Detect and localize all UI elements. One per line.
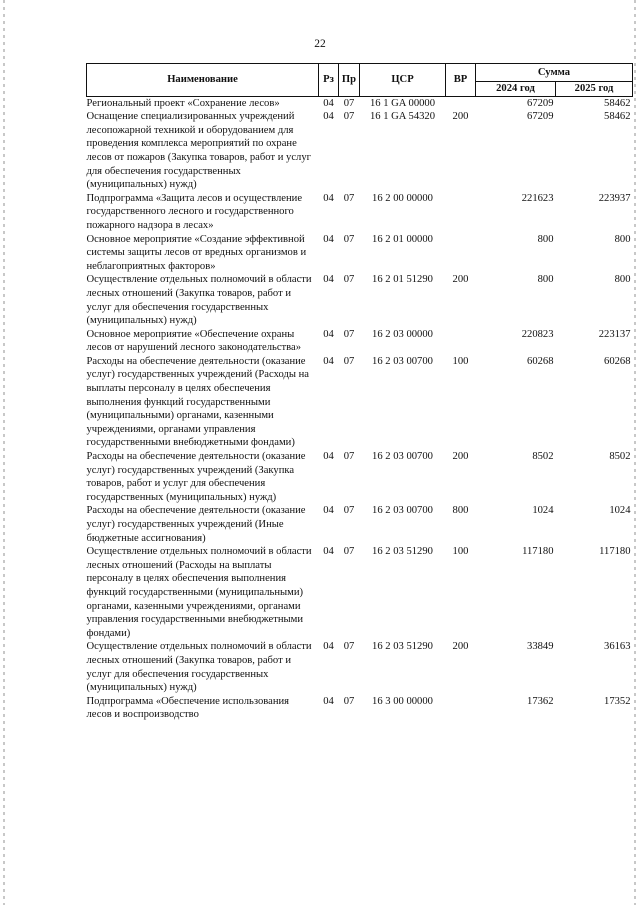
row-vr: 200 xyxy=(452,111,469,123)
row-csr: 16 2 03 00700 xyxy=(372,451,433,463)
row-csr: 16 2 03 00000 xyxy=(372,328,433,340)
row-rz: 04 xyxy=(323,192,334,204)
row-pr: 07 xyxy=(343,192,355,204)
row-name: Расходы на обеспечение деятельности (оказание услуг) государственных учреждений (Расходы на выплаты персоналу в целях обеспечения выполнения функций государственными (муниципальными) органами, казенными учреждениями, органами управления государственными внебюджетными фондами) xyxy=(86,355,309,449)
row-sum-2025: 8502 xyxy=(609,451,631,463)
row-sum-2024: 67209 xyxy=(527,111,554,123)
row-name: Подпрограмма «Защита лесов и осуществление государственного лесного и государственного пожарного надзора в лесах» xyxy=(86,192,303,231)
table-row xyxy=(87,233,633,274)
row-sum-2024: 60268 xyxy=(527,355,554,367)
row-csr: 16 2 03 51290 xyxy=(372,641,433,653)
row-vr xyxy=(446,695,476,722)
table-row xyxy=(87,545,633,640)
row-csr: 16 3 00 00000 xyxy=(372,695,433,707)
header-csr: ЦСР xyxy=(360,64,446,97)
row-csr: 16 2 00 00000 xyxy=(372,192,433,204)
row-csr: 16 2 03 00700 xyxy=(372,355,433,367)
row-name: Основное мероприятие «Обеспечение охраны лесов от нарушений лесного законодательства» xyxy=(86,328,302,354)
row-rz: 04 xyxy=(323,274,334,286)
table-row xyxy=(87,273,633,327)
row-csr: 16 2 03 00700 xyxy=(372,505,433,517)
header-year-2025: 2025 год xyxy=(556,82,633,97)
header-sum: Сумма xyxy=(476,64,633,82)
row-pr: 07 xyxy=(343,111,355,123)
row-vr: 100 xyxy=(452,546,469,558)
row-sum-2024: 220823 xyxy=(521,328,554,340)
row-sum-2025: 1024 xyxy=(609,505,631,517)
header-rz: Рз xyxy=(319,64,339,97)
row-vr xyxy=(446,328,476,355)
row-sum-2025: 117180 xyxy=(599,546,631,558)
row-sum-2025: 58462 xyxy=(604,111,631,123)
row-name: Осуществление отдельных полномочий в области лесных отношений (Расходы на выплаты персоналу в целях обеспечения выполнения функций государственными (муниципальными) органами, казенными учреждениями, органами управления государственными внебюджетными фондами) xyxy=(86,546,312,639)
budget-table xyxy=(86,63,633,722)
row-sum-2024: 1024 xyxy=(532,505,554,517)
row-sum-2024: 8502 xyxy=(532,451,554,463)
row-sum-2025: 800 xyxy=(614,274,631,286)
right-scan-edge xyxy=(634,0,636,905)
table-row xyxy=(87,355,633,450)
table-row xyxy=(87,96,633,110)
row-csr: 16 1 GA 54320 xyxy=(369,111,436,123)
row-sum-2025: 58462 xyxy=(604,97,631,109)
table-row xyxy=(87,110,633,192)
row-pr: 07 xyxy=(343,505,355,517)
row-pr: 07 xyxy=(343,233,355,245)
row-vr: 100 xyxy=(452,355,469,367)
row-vr: 200 xyxy=(452,451,469,463)
table-row xyxy=(87,192,633,233)
row-name: Осуществление отдельных полномочий в области лесных отношений (Закупка товаров, работ и услуг для обеспечения государственных (муниципальных) нужд) xyxy=(86,274,312,327)
row-vr: 200 xyxy=(452,274,469,286)
row-sum-2024: 221623 xyxy=(521,192,554,204)
row-name: Осуществление отдельных полномочий в области лесных отношений (Закупка товаров, работ и услуг для обеспечения государственных (муниципальных) нужд) xyxy=(86,641,312,694)
header-vr: ВР xyxy=(446,64,476,97)
table-row xyxy=(87,328,633,355)
row-rz: 04 xyxy=(323,641,334,653)
row-sum-2025: 60268 xyxy=(604,355,631,367)
row-sum-2024: 33849 xyxy=(527,641,554,653)
row-rz: 04 xyxy=(323,111,334,123)
row-vr xyxy=(446,233,476,274)
row-name: Основное мероприятие «Создание эффективной системы защиты лесов от вредных организмов и неблагоприятных факторов» xyxy=(86,233,307,272)
row-rz: 04 xyxy=(323,97,334,109)
row-pr: 07 xyxy=(343,451,355,463)
header-name: Наименование xyxy=(87,64,319,97)
row-rz: 04 xyxy=(323,328,334,340)
row-sum-2025: 17352 xyxy=(604,695,631,707)
row-csr: 16 1 GA 00000 xyxy=(369,97,436,109)
row-pr: 07 xyxy=(343,546,355,558)
row-vr xyxy=(446,96,476,110)
row-pr: 07 xyxy=(343,274,355,286)
row-rz: 04 xyxy=(323,505,334,517)
row-name: Оснащение специализированных учреждений лесопожарной техникой и оборудованием для проведения комплекса мероприятий по охране лесов от пожаров (Закупка товаров, работ и услуг для обеспечения государственных (муниципальных) нужд) xyxy=(86,111,311,191)
row-rz: 04 xyxy=(323,695,334,707)
header-pr: Пр xyxy=(339,64,360,97)
left-scan-edge xyxy=(3,0,5,905)
row-rz: 04 xyxy=(323,233,334,245)
row-pr: 07 xyxy=(343,328,355,340)
row-rz: 04 xyxy=(323,546,334,558)
table-row xyxy=(87,504,633,545)
row-sum-2024: 800 xyxy=(537,233,554,245)
row-csr: 16 2 01 51290 xyxy=(372,274,433,286)
row-name: Региональный проект «Сохранение лесов» xyxy=(86,97,280,109)
row-pr: 07 xyxy=(343,355,355,367)
row-name: Расходы на обеспечение деятельности (оказание услуг) государственных учреждений (Иные бюджетные ассигнования) xyxy=(86,505,306,544)
row-rz: 04 xyxy=(323,451,334,463)
row-csr: 16 2 01 00000 xyxy=(372,233,433,245)
row-name: Расходы на обеспечение деятельности (оказание услуг) государственных учреждений (Закупка товаров, работ и услуг для обеспечения государственных (муниципальных) нужд) xyxy=(86,451,306,503)
row-vr: 800 xyxy=(452,505,469,517)
table-row xyxy=(87,450,633,504)
row-sum-2024: 67209 xyxy=(527,97,554,109)
row-vr: 200 xyxy=(452,641,469,653)
row-sum-2024: 17362 xyxy=(527,695,554,707)
row-sum-2024: 800 xyxy=(537,274,554,286)
row-name: Подпрограмма «Обеспечение использования лесов и воспроизводство xyxy=(86,695,290,721)
row-sum-2025: 800 xyxy=(614,233,631,245)
table-row xyxy=(87,640,633,694)
row-pr: 07 xyxy=(343,97,355,109)
row-pr: 07 xyxy=(343,695,355,707)
header-year-2024: 2024 год xyxy=(476,82,556,97)
row-sum-2025: 223937 xyxy=(598,192,631,204)
row-csr: 16 2 03 51290 xyxy=(372,546,433,558)
page-number: 22 xyxy=(314,38,326,50)
row-sum-2025: 223137 xyxy=(598,328,631,340)
row-sum-2024: 117180 xyxy=(522,546,554,558)
row-pr: 07 xyxy=(343,641,355,653)
row-rz: 04 xyxy=(323,355,334,367)
row-sum-2025: 36163 xyxy=(604,641,631,653)
row-vr xyxy=(446,192,476,233)
table-row xyxy=(87,695,633,722)
